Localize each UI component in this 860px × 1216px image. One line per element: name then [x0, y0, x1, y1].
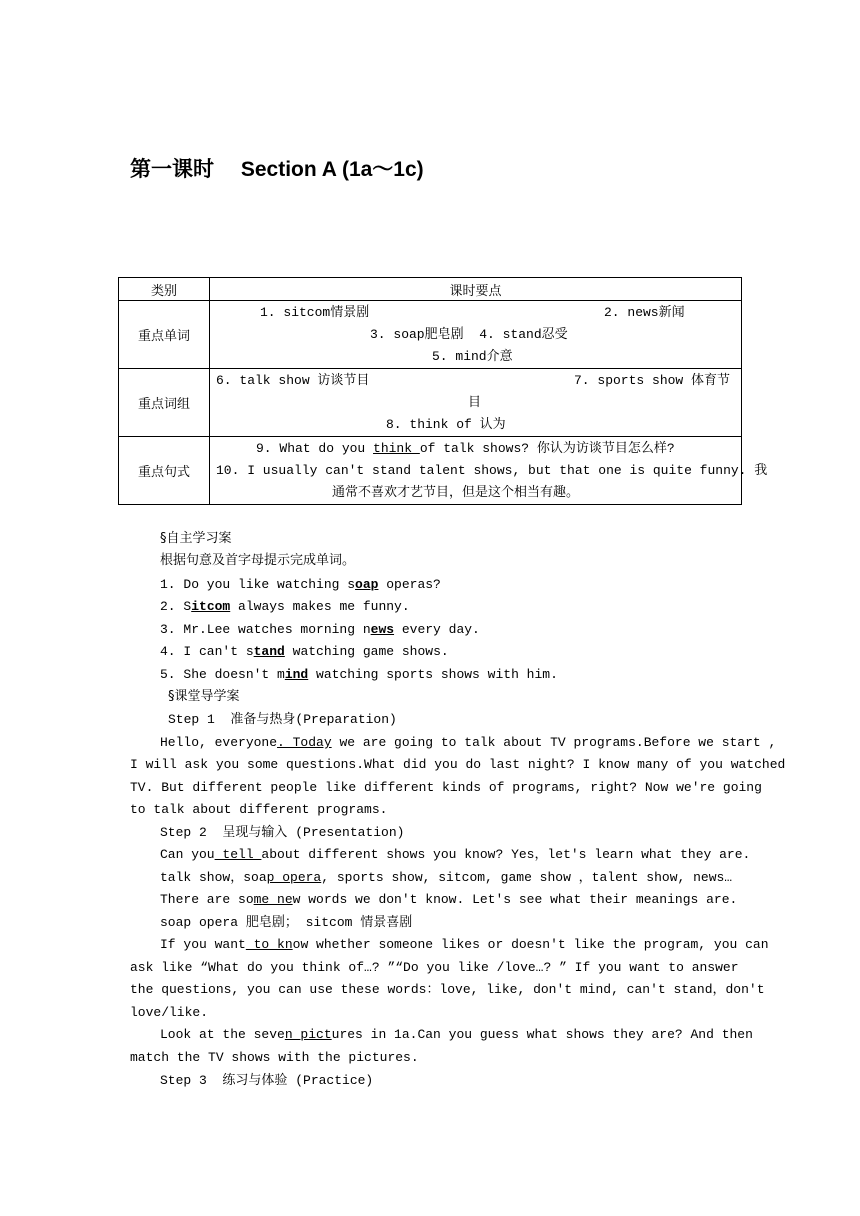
- paragraph-line: ask like “What do you think of…? ”“Do you like /love…? ” If you want to answer: [130, 960, 739, 975]
- page-title: 第一课时 Section A (1a～1c): [130, 158, 424, 181]
- list-item: [160, 621, 480, 639]
- step3-heading: Step 3 练习与体验 (Practice): [160, 1073, 374, 1088]
- underlined-text: tell: [214, 847, 262, 862]
- item-think-of: 8. think of 认为: [386, 417, 506, 432]
- sentence-10-cont: 通常不喜欢才艺节目，但是这个相当有趣。: [332, 485, 580, 500]
- item-text: 5. She doesn't m: [160, 667, 285, 682]
- text: talk show，soa: [160, 870, 267, 885]
- item-sitcom: 1. sitcom情景剧: [260, 305, 370, 320]
- row-label-words: 重点单词: [119, 301, 210, 369]
- underlined-text: n pict: [284, 1027, 332, 1042]
- self-study-heading: §自主学习案: [160, 531, 232, 546]
- text: ow whether someone likes or doesn't like the program, you can: [292, 937, 769, 952]
- row-label-sentences: 重点句式: [119, 437, 210, 505]
- item-text: 1. Do you like watching s: [160, 577, 356, 592]
- text: Hello, everyone: [160, 735, 278, 750]
- header-key-points: 课时要点: [210, 278, 742, 301]
- row-content-words: [210, 301, 742, 369]
- paragraph-line: to talk about different programs.: [130, 802, 388, 817]
- list-item: [160, 576, 441, 594]
- item-text: every day.: [394, 622, 480, 637]
- sentence-9-b: of talk shows? 你认为访谈节目怎么样?: [419, 441, 675, 456]
- key-points-table: [118, 277, 768, 505]
- item-mind: 5. mind介意: [432, 349, 513, 364]
- table-row: [119, 437, 742, 505]
- answer: tand: [253, 644, 285, 659]
- header-category: 类别: [119, 278, 210, 301]
- paragraph-line: [160, 846, 750, 864]
- paragraph-line: [160, 936, 769, 954]
- item-text: 3. Mr.Lee watches morning n: [160, 622, 371, 637]
- paragraph-line: love/like.: [130, 1005, 209, 1020]
- paragraph-line: the questions, you can use these words：love, like, don't mind, can't stand，don't: [130, 982, 765, 997]
- item-text: operas?: [378, 577, 441, 592]
- paragraph-line: TV. But different people like different kinds of programs, right? Now we're going: [130, 780, 762, 795]
- underlined-text: me ne: [253, 892, 293, 907]
- item-soap-stand: 3. soap肥皂剧 4. stand忍受: [370, 327, 568, 342]
- text: ures in 1a.Can you guess what shows they are? And then: [331, 1027, 753, 1042]
- step1-heading: Step 1 准备与热身(Preparation): [168, 712, 397, 727]
- table-row: [119, 369, 742, 437]
- table-header-row: [119, 278, 742, 301]
- paragraph-line: [160, 891, 737, 909]
- paragraph-line: [160, 1026, 753, 1044]
- paragraph-line: [160, 869, 732, 887]
- text: Can you: [160, 847, 215, 862]
- row-content-sentences: [210, 437, 768, 505]
- paragraph-line: soap opera 肥皂剧； sitcom 情景喜剧: [160, 915, 413, 930]
- paragraph-line: I will ask you some questions.What did you do last night? I know many of you watched: [130, 757, 786, 772]
- item-text: always makes me funny.: [230, 599, 410, 614]
- sentence-9: [256, 438, 675, 460]
- item-text: watching game shows.: [284, 644, 449, 659]
- row-content-phrases: [210, 369, 742, 437]
- text: we are going to talk about TV programs.Before we start ,: [331, 735, 777, 750]
- answer: ind: [284, 667, 309, 682]
- text: about different shows you know? Yes，let's learn what they are.: [261, 847, 751, 862]
- paragraph-line: [160, 734, 776, 752]
- answer: oap: [355, 577, 379, 592]
- text: If you want: [160, 937, 246, 952]
- item-talk-show: 6. talk show 访谈节目: [216, 373, 370, 388]
- step2-heading: Step 2 呈现与输入 (Presentation): [160, 825, 405, 840]
- answer: ews: [370, 622, 395, 637]
- sentence-9-underlined: think: [373, 441, 420, 456]
- answer: itcom: [191, 599, 231, 614]
- text: Look at the seve: [160, 1027, 285, 1042]
- self-study-instruction: 根据句意及首字母提示完成单词。: [160, 553, 356, 568]
- item-text: 2. S: [160, 599, 192, 614]
- paragraph-line: match the TV shows with the pictures.: [130, 1050, 419, 1065]
- text: , sports show, sitcom, game show ，talent show, news…: [321, 870, 733, 885]
- underlined-text: p opera: [266, 870, 322, 885]
- text: There are so: [160, 892, 254, 907]
- list-item: [160, 666, 558, 684]
- item-sports-show: 7. sports show 体育节: [574, 373, 731, 388]
- underlined-text: to kn: [245, 937, 293, 952]
- underlined-text: . Today: [277, 735, 332, 750]
- item-sports-show-cont: 目: [468, 395, 482, 410]
- text: w words we don't know. Let's see what their meanings are.: [292, 892, 738, 907]
- item-news: 2. news新闻: [604, 305, 685, 320]
- list-item: [160, 643, 449, 661]
- row-label-phrases: 重点词组: [119, 369, 210, 437]
- sentence-9-a: 9. What do you: [256, 441, 374, 456]
- table-row: [119, 301, 742, 369]
- list-item: [160, 598, 410, 616]
- item-text: 4. I can't s: [160, 644, 254, 659]
- class-heading: §课堂导学案: [168, 689, 240, 704]
- sentence-10: 10. I usually can't stand talent shows, but that one is quite funny. 我: [216, 463, 768, 478]
- item-text: watching sports shows with him.: [308, 667, 558, 682]
